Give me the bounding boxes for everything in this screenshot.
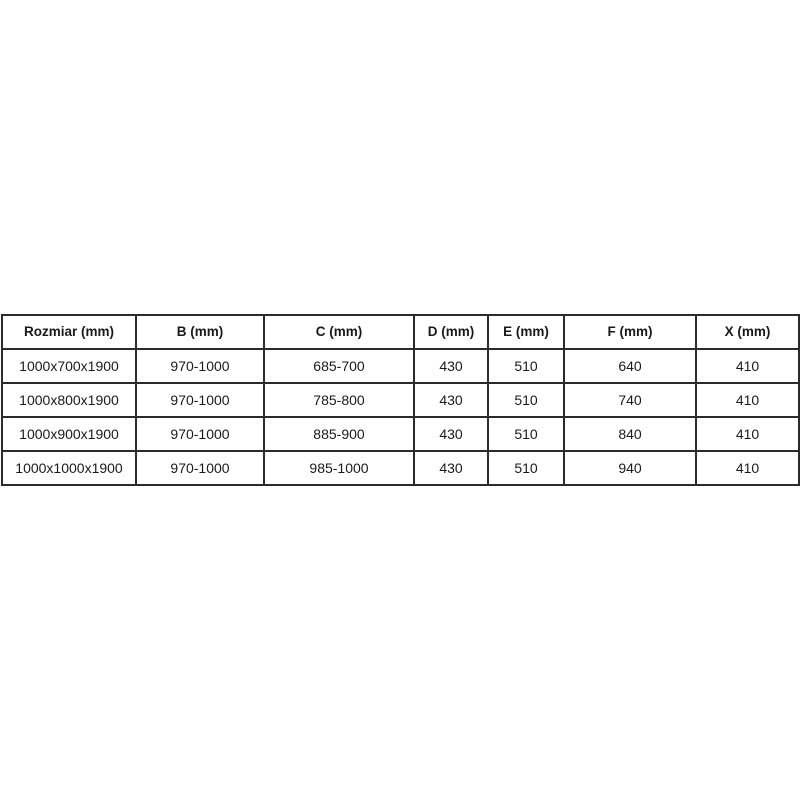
cell-b: 970-1000 [136,451,264,485]
cell-e: 510 [488,383,564,417]
cell-rozmiar: 1000x1000x1900 [2,451,136,485]
column-header-rozmiar: Rozmiar (mm) [2,315,136,349]
cell-rozmiar: 1000x800x1900 [2,383,136,417]
column-header-c: C (mm) [264,315,414,349]
cell-c: 685-700 [264,349,414,383]
column-header-f: F (mm) [564,315,696,349]
cell-rozmiar: 1000x900x1900 [2,417,136,451]
cell-f: 940 [564,451,696,485]
cell-d: 430 [414,383,488,417]
cell-d: 430 [414,417,488,451]
cell-c: 985-1000 [264,451,414,485]
cell-d: 430 [414,349,488,383]
cell-f: 640 [564,349,696,383]
dimensions-table [1,314,800,486]
cell-f: 740 [564,383,696,417]
table-row [2,349,799,383]
table-header-row [2,315,799,349]
cell-d: 430 [414,451,488,485]
column-header-e: E (mm) [488,315,564,349]
cell-x: 410 [696,417,799,451]
table-row [2,383,799,417]
cell-b: 970-1000 [136,417,264,451]
cell-f: 840 [564,417,696,451]
column-header-x: X (mm) [696,315,799,349]
cell-rozmiar: 1000x700x1900 [2,349,136,383]
cell-x: 410 [696,383,799,417]
cell-e: 510 [488,451,564,485]
cell-e: 510 [488,349,564,383]
cell-c: 885-900 [264,417,414,451]
cell-b: 970-1000 [136,383,264,417]
cell-x: 410 [696,451,799,485]
column-header-d: D (mm) [414,315,488,349]
table-row [2,417,799,451]
cell-b: 970-1000 [136,349,264,383]
cell-c: 785-800 [264,383,414,417]
table-row [2,451,799,485]
cell-x: 410 [696,349,799,383]
cell-e: 510 [488,417,564,451]
column-header-b: B (mm) [136,315,264,349]
